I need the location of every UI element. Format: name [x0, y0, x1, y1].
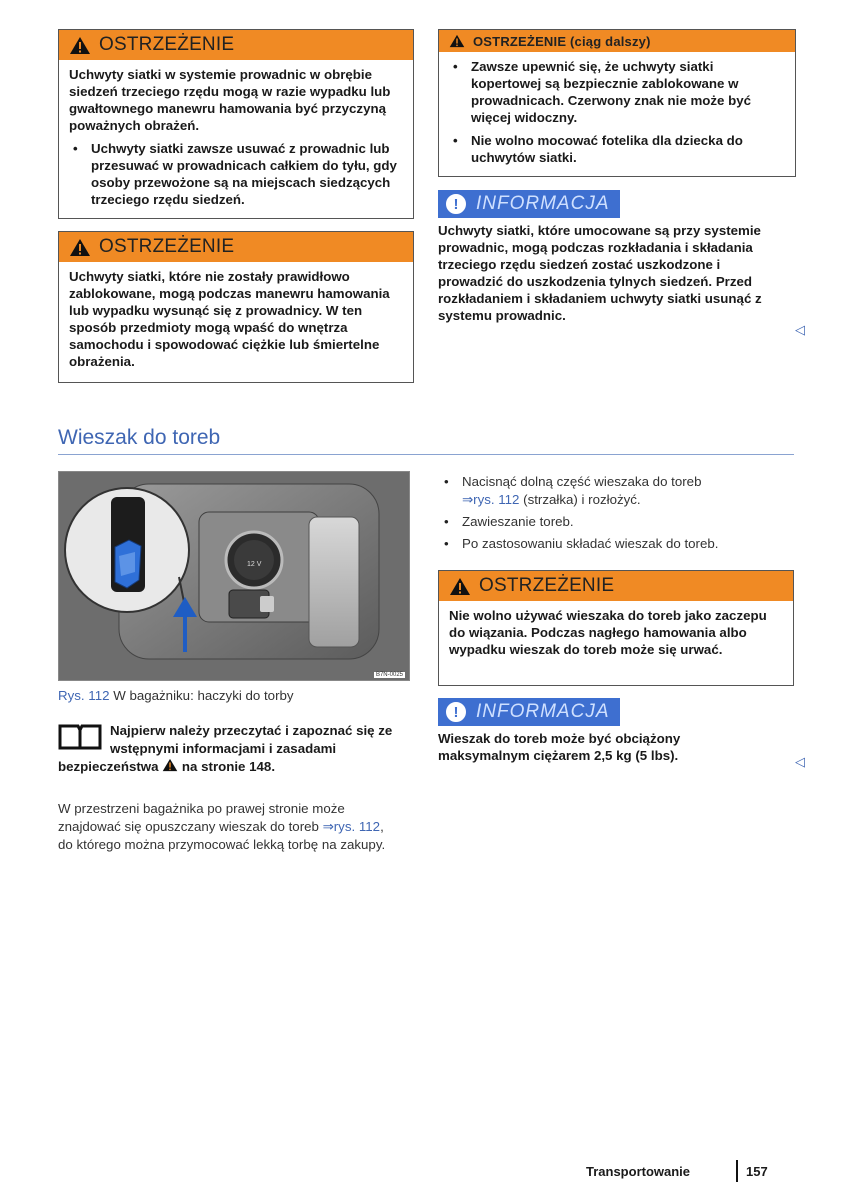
warning-bullet: • Uchwyty siatki zawsze usuwać z prowadnic lub przesuwać w prowadnicach całkiem do tyłu, gdy osoby przewożone są na miejscach siedzących trzeciego rzędu siedzeń. [69, 140, 403, 208]
caption-label: Rys. 112 [58, 688, 110, 703]
body-text-cont: , do którego można przymocować lekką torbę na zakupy. [58, 819, 386, 852]
warning-paragraph: Uchwyty siatki, które nie zostały prawidłowo zablokowane, mogą podczas manewru hamowania lub wypadku wysunąć się z prowadnicy. W ten sposób przedmioty mogą wpaść do wnętrza samochodu i spowodować ciężkie lub śmiertelne obrażenia. [69, 269, 390, 369]
book-icon [58, 722, 102, 750]
warning-title: OSTRZEŻENIE [479, 575, 615, 596]
section-end-mark: ◁ [795, 754, 805, 769]
info-label: INFORMACJA [476, 701, 610, 722]
warning-title: OSTRZEŻENIE [99, 236, 235, 257]
step-text: Nacisnąć dolną część wieszaka do toreb [462, 474, 702, 489]
figure-caption [58, 688, 294, 703]
step-item: • Po zastosowaniu składać wieszak do toreb. [438, 535, 788, 553]
section-end-mark: ◁ [795, 322, 805, 337]
footer-divider [736, 1160, 738, 1182]
caption-text: W bagażniku: haczyki do torby [113, 688, 294, 703]
footer-section: Transportowanie [586, 1164, 691, 1179]
warning-title: OSTRZEŻENIE [99, 34, 235, 55]
info-label: INFORMACJA [476, 193, 610, 214]
warning-paragraph: Nie wolno używać wieszaka do toreb jako zaczepu do wiązania. Podczas nagłego hamowania albo wypadku wieszak do toreb może się urwać. [449, 608, 767, 657]
warning-box-1 [58, 29, 414, 219]
body-text: W przestrzeni bagażnika po prawej stronie może znajdować się opuszczany wieszak do toreb [58, 801, 345, 834]
warning-triangle-icon [449, 577, 471, 596]
body-paragraph [58, 800, 398, 854]
info-text-2: Wieszak do toreb może być obciążony maksymalnym ciężarem 2,5 kg (5 lbs). [438, 731, 681, 763]
read-first-page: na stronie 148. [181, 759, 276, 774]
warning-box-2 [58, 231, 414, 383]
warning-triangle-icon [449, 34, 465, 48]
warning-triangle-icon [162, 758, 178, 772]
warning-box-3 [438, 570, 794, 686]
warning-bullet: • Nie wolno mocować fotelika dla dziecka do uchwytów siatki. [449, 132, 785, 166]
step-item [438, 473, 788, 509]
figure-112 [58, 471, 410, 681]
info-text-1: Uchwyty siatki, które umocowane są przy systemie prowadnic, mogą podczas rozkładania i składania trzeciego rzędu siedzeń zostać uszkodzone i prowadzić do uszkodzenia tylnych siedzeń. Przed rozkładaniem i składaniem uchwyty siatki usunąć z systemu prowadnic. [438, 223, 762, 323]
info-circle-icon: ! [444, 700, 468, 724]
read-first-note [58, 722, 404, 776]
trunk-illustration [59, 472, 409, 680]
read-first-text: Najpierw należy przeczytać i zapoznać się ze wstępnymi informacjami i zasadami bezpieczeństwa [58, 723, 393, 774]
socket-label: 12 V [247, 561, 262, 568]
warning-header [439, 571, 793, 601]
warning-box-continued [438, 29, 796, 177]
section-title: Wieszak do toreb [58, 426, 221, 449]
warning-header [59, 30, 413, 60]
figure-reference-link[interactable]: ⇒rys. 112 [322, 819, 381, 834]
warning-triangle-icon [69, 36, 91, 55]
warning-header [59, 232, 413, 262]
info-header-1 [438, 190, 620, 218]
steps-list [438, 473, 788, 557]
warning-title: OSTRZEŻENIE (ciąg dalszy) [473, 33, 651, 49]
warning-header [439, 30, 795, 52]
warning-triangle-icon [69, 238, 91, 257]
figure-reference-link[interactable]: ⇒rys. 112 [462, 492, 520, 507]
warning-paragraph: Uchwyty siatki w systemie prowadnic w obrębie siedzeń trzeciego rzędu mogą w razie wypadku lub gwałtownego manewru hamowania być przyczyną poważnych obrażeń. [69, 67, 391, 133]
figure-code: B7N-0025 [375, 672, 403, 678]
info-header-2 [438, 698, 620, 726]
step-item: • Zawieszanie toreb. [438, 513, 788, 531]
page-number: 157 [746, 1164, 768, 1179]
info-circle-icon: ! [444, 192, 468, 216]
warning-bullet: • Zawsze upewnić się, że uchwyty siatki kopertowej są bezpiecznie zablokowane w prowadnicach. Czerwony znak nie może być więcej widoczny. [449, 58, 785, 126]
section-rule [58, 454, 794, 455]
step-text-cont: (strzałka) i rozłożyć. [523, 492, 641, 507]
